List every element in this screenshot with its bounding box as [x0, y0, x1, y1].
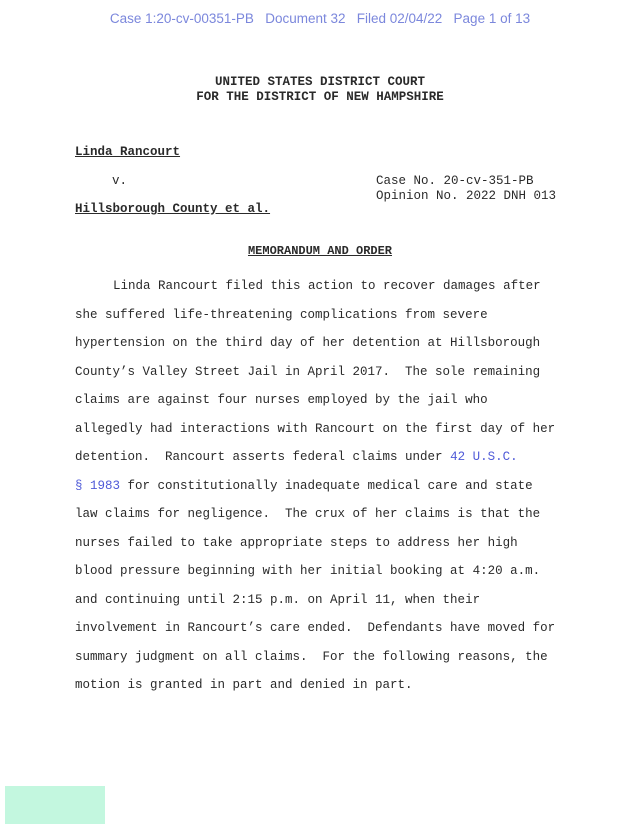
plaintiff-name: Linda Rancourt	[75, 145, 181, 159]
body-line: involvement in Rancourt’s care ended. Defendants have moved for	[75, 621, 556, 635]
case-info	[376, 174, 556, 204]
corner-highlight	[5, 786, 105, 824]
body-line: allegedly had interactions with Rancourt on the first day of her	[75, 421, 556, 436]
court-line-1: UNITED STATES DISTRICT COURT	[214, 75, 426, 89]
body-line: County’s Valley Street Jail in April 2017. The sole remaining	[75, 364, 541, 379]
body-text: for constitutionally inadequate medical care and state	[120, 478, 533, 493]
body-line: and continuing until 2:15 p.m. on April 11, when their	[75, 592, 481, 607]
body-line: nurses failed to take appropriate steps to address her high	[75, 535, 518, 550]
body-line: hypertension on the third day of her detention at Hillsborough	[75, 336, 541, 350]
versus: v.	[112, 174, 128, 188]
court-name	[0, 75, 640, 105]
defendant-name: Hillsborough County et al.	[75, 202, 271, 216]
body-line: she suffered life-threatening complications from severe	[75, 307, 488, 322]
body-line: law claims for negligence. The crux of her claims is that the	[75, 507, 541, 521]
document-title: MEMORANDUM AND ORDER	[247, 244, 393, 258]
body-line: motion is granted in part and denied in part.	[75, 678, 413, 692]
court-line-2: FOR THE DISTRICT OF NEW HAMPSHIRE	[196, 90, 444, 104]
body-line: Linda Rancourt filed this action to recover damages after	[113, 279, 541, 293]
case-number: Case No. 20-cv-351-PB	[376, 174, 534, 188]
filing-stamp: Case 1:20-cv-00351-PB Document 32 Filed 02/04/22 Page 1 of 13	[109, 11, 531, 26]
citation-link[interactable]: 42 U.S.C.	[450, 450, 518, 464]
body-line: claims are against four nurses employed by the jail who	[75, 393, 488, 407]
opinion-body	[75, 272, 565, 700]
body-text: detention. Rancourt asserts federal claims under	[75, 450, 451, 464]
body-line	[75, 443, 565, 472]
body-line: blood pressure beginning with her initial booking at 4:20 a.m.	[75, 564, 541, 578]
body-line: summary judgment on all claims. For the following reasons, the	[75, 649, 548, 664]
body-line	[75, 472, 565, 501]
citation-link[interactable]: § 1983	[75, 478, 121, 493]
opinion-number: Opinion No. 2022 DNH 013	[376, 189, 557, 203]
